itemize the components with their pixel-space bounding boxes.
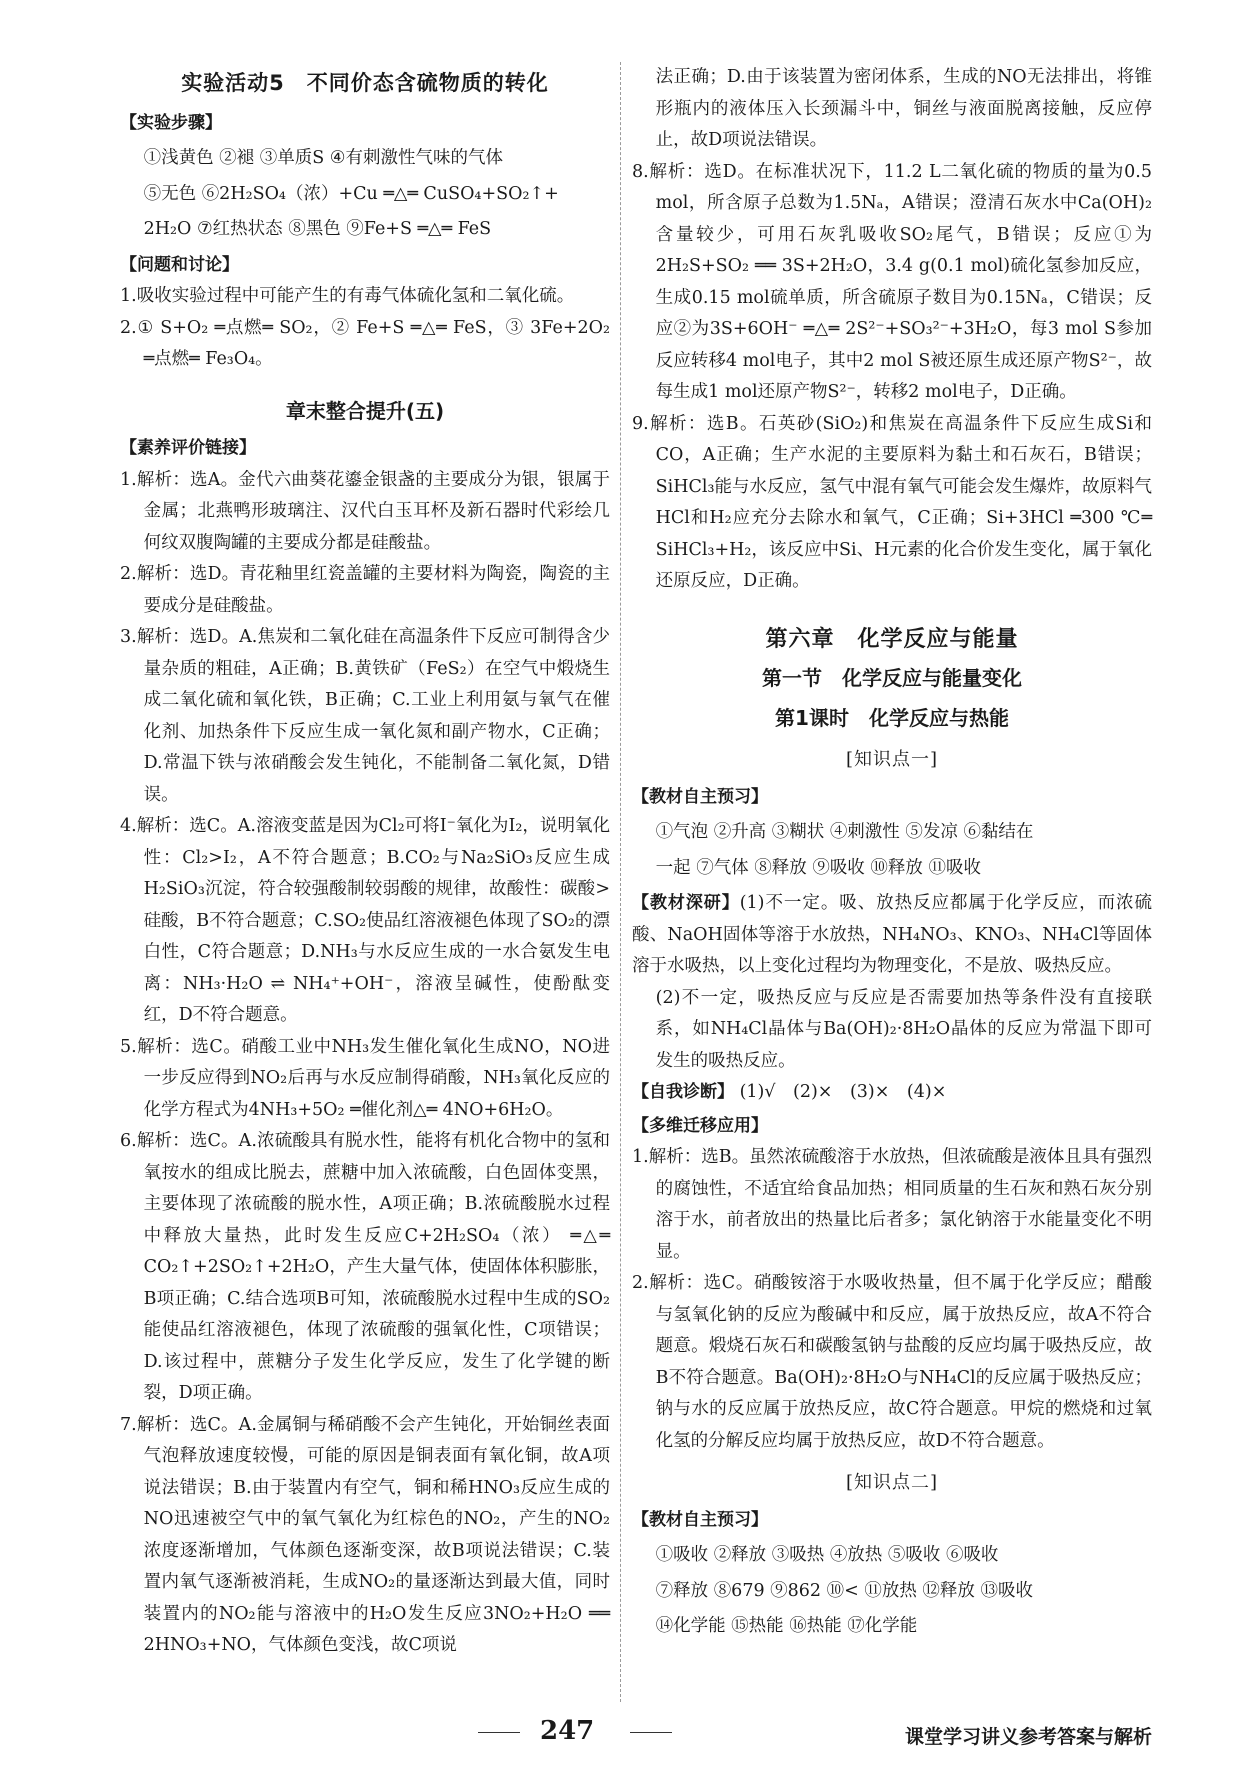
right-column: [632, 62, 1152, 1647]
section-title: 第一节 化学反应与能量变化: [762, 666, 1022, 690]
discussion-1: 1.吸收实验过程中可能产生的有毒气体硫化氢和二氧化硫。: [120, 286, 575, 306]
page-footer: [0, 1716, 1250, 1752]
answer-3: 3.解析：选D。A.焦炭和二氧化硅在高温条件下反应可制得含少量杂质的粗硅，A正确；B.黄铁矿（FeS₂）在空气中煅烧生成二氧化硫和氧化铁，B正确；C.工业上利用氨与氧气在催化剂、加热条件下反应生成一氧化氮和副产物水，C正确；D.常温下铁与浓硝酸会发生钝化，不能制备二氧化氮，D错误。: [120, 627, 610, 805]
self-diagnosis: 【自我诊断】 (1)√ (2)× (3)× (4)×: [632, 1082, 947, 1102]
exp-line-1: ①浅黄色 ②褪 ③单质S ④有刺激性气味的气体: [143, 148, 503, 168]
preview-line-2: 一起 ⑦气体 ⑧释放 ⑨吸收 ⑩释放 ⑪吸收: [655, 857, 981, 878]
page-number: 247: [540, 1716, 595, 1746]
activity-title: 实验活动5 不同价态含硫物质的转化: [181, 71, 549, 95]
preview-tag-2: 【教材自主预习】: [632, 1509, 768, 1530]
exp-line-2: ⑤无色 ⑥2H₂SO₄（浓）+Cu ═△═ CuSO₄+SO₂↑+: [143, 183, 559, 204]
preview-line-1: ①气泡 ②升高 ③糊状 ④刺激性 ⑤发凉 ⑥黏结在: [655, 822, 1034, 842]
exp-line-3: 2H₂O ⑦红热状态 ⑧黑色 ⑨Fe+S ═△═ FeS: [143, 219, 492, 239]
chapter-title: 第六章 化学反应与能量: [765, 626, 1019, 652]
column-divider: [620, 62, 621, 1702]
page-number-dash-left: [478, 1732, 520, 1733]
page-number-dash-right: [630, 1732, 672, 1733]
apply-tag: 【多维迁移应用】: [632, 1115, 768, 1136]
answer-7-continued: 法正确；D.由于该装置为密闭体系，生成的NO无法排出，将锥形瓶内的液体压入长颈漏斗中，铜丝与液面脱离接触，反应停止，故D项说法错误。: [655, 67, 1152, 150]
left-column: [120, 62, 610, 1662]
discussion-tag: 【问题和讨论】: [120, 254, 239, 275]
answer-7: 7.解析：选C。A.金属铜与稀硝酸不会产生钝化，开始铜丝表面气泡释放速度较慢，可能的原因是铜表面有氧化铜，故A项说法错误；B.由于装置内有空气，铜和稀HNO₃反应生成的NO迅速被空气中的氧气氧化为红棕色的NO₂，产生的NO₂浓度逐渐增加，气体颜色逐渐变深，故B项说法错误；C.装置内氧气逐渐被消耗，生成NO₂的量逐渐达到最大值，同时装置内的NO₂能与溶液中的H₂O发生反应3NO₂+H₂O ══ 2HNO₃+NO，气体颜色变浅，故C项说: [120, 1414, 610, 1655]
eval-tag: 【素养评价链接】: [120, 438, 256, 458]
discussion-2: 2.① S+O₂ ═点燃═ SO₂，② Fe+S ═△═ FeS，③ 3Fe+2O₂ ═点燃═ Fe₃O₄。: [120, 317, 610, 369]
chapter-review-title: 章末整合提升(五): [285, 398, 445, 423]
book-title: 课堂学习讲义参考答案与解析: [904, 1726, 1152, 1748]
preview2-line-3: ⑭化学能 ⑮热能 ⑯热能 ⑰化学能: [655, 1616, 918, 1636]
preview2-line-2: ⑦释放 ⑧679 ⑨862 ⑩< ⑪放热 ⑫释放 ⑬吸收: [655, 1580, 1033, 1601]
answer-9: 9.解析：选B。石英砂(SiO₂)和焦炭在高温条件下反应生成Si和CO，A正确；生产水泥的主要原料为黏土和石灰石，B错误；SiHCl₃能与水反应，氢气中混有氧气可能会发生爆炸，故原料气HCl和H₂应充分去除水和氧气，C正确；Si+3HCl ═300 ℃═ SiHCl₃+H₂，该反应中Si、H元素的化合价发生变化，属于氧化还原反应，D正确。: [632, 413, 1152, 591]
answer-2: 2.解析：选D。青花釉里红瓷盖罐的主要材料为陶瓷，陶瓷的主要成分是硅酸盐。: [120, 564, 610, 616]
self-diagnosis-tag: 【自我诊断】: [632, 1082, 734, 1102]
answer-6: 6.解析：选C。A.浓硫酸具有脱水性，能将有机化合物中的氢和氧按水的组成比脱去，蔗糖中加入浓硫酸，白色固体变黑，主要体现了浓硫酸的脱水性，A项正确；B.浓硫酸脱水过程中释放大量热，此时发生反应C+2H₂SO₄（浓） ═△═ CO₂↑+2SO₂↑+2H₂O，产生大量气体，使固体体积膨胀，B项正确；C.结合选项B可知，浓硫酸脱水过程中生成的SO₂能使品红溶液褪色，体现了浓硫酸的强氧化性，C项错误；D.该过程中，蔗糖分子发生化学反应，发生了化学键的断裂，D项正确。: [120, 1131, 610, 1403]
exp-steps-tag: 【实验步骤】: [120, 112, 222, 133]
apply-answer-1: 1.解析：选B。虽然浓硫酸溶于水放热，但浓硫酸是液体且具有强烈的腐蚀性，不适宜给食品加热；相同质量的生石灰和熟石灰分别溶于水，前者放出的热量比后者多；氯化钠溶于水能量变化不明显。: [632, 1147, 1152, 1262]
preview2-line-1: ①吸收 ②释放 ③吸热 ④放热 ⑤吸收 ⑥吸收: [655, 1545, 999, 1565]
answer-5: 5.解析：选C。硝酸工业中NH₃发生催化氧化生成NO，NO进一步反应得到NO₂后再与水反应制得硝酸，NH₃氧化反应的化学方程式为4NH₃+5O₂ ═催化剂△═ 4NO+6H₂O。: [120, 1036, 610, 1120]
lesson-title: 第1课时 化学反应与热能: [775, 705, 1009, 730]
deep-study-tag: 【教材深研】: [632, 893, 740, 913]
answer-1: 1.解析：选A。金代六曲葵花鎏金银盏的主要成分为银，银属于金属；北燕鸭形玻璃注、汉代白玉耳杯及新石器时代彩绘几何纹双腹陶罐的主要成分都是硅酸盐。: [120, 469, 610, 553]
answer-4: 4.解析：选C。A.溶液变蓝是因为Cl₂可将I⁻氧化为I₂，说明氧化性：Cl₂>I₂，A不符合题意；B.CO₂与Na₂SiO₃反应生成H₂SiO₃沉淀，符合较强酸制较弱酸的规律，故酸性：碳酸>硅酸，B不符合题意；C.SO₂使品红溶液褪色体现了SO₂的漂白性，C符合题意；D.NH₃与水反应生成的一水合氨发生电离：NH₃·H₂O ⇌ NH₄⁺+OH⁻，溶液呈碱性，使酚酞变红，D不符合题意。: [120, 816, 610, 1025]
deep-study-2: (2)不一定，吸热反应与反应是否需要加热等条件没有直接联系，如NH₄Cl晶体与Ba(OH)₂·8H₂O晶体的反应为常温下即可发生的吸热反应。: [655, 987, 1152, 1071]
knowledge-point-1: [知识点一]: [845, 749, 939, 770]
preview-tag: 【教材自主预习】: [632, 786, 768, 807]
knowledge-point-2: [知识点二]: [845, 1472, 939, 1493]
apply-answer-2: 2.解析：选C。硝酸铵溶于水吸收热量，但不属于化学反应；醋酸与氢氧化钠的反应为酸碱中和反应，属于放热反应，故A不符合题意。煅烧石灰石和碳酸氢钠与盐酸的反应均属于吸热反应，故B不符合题意。Ba(OH)₂·8H₂O与NH₄Cl的反应属于吸热反应；钠与水的反应属于放热反应，故C符合题意。甲烷的燃烧和过氧化氢的分解反应均属于放热反应，故D不符合题意。: [632, 1273, 1152, 1451]
deep-study-1: 【教材深研】(1)不一定。吸、放热反应都属于化学反应，而浓硫酸、NaOH固体等溶于水放热，NH₄NO₃、KNO₃、NH₄Cl等固体溶于水吸热，以上变化过程均为物理变化，不是放、吸热反应。: [632, 893, 1152, 976]
answer-8: 8.解析：选D。在标准状况下，11.2 L二氧化硫的物质的量为0.5 mol，所含原子总数为1.5Nₐ，A错误；澄清石灰水中Ca(OH)₂含量较少，可用石灰乳吸收SO₂尾气，B错误；反应①为2H₂S+SO₂ ══ 3S+2H₂O，3.4 g(0.1 mol)硫化氢参加反应，生成0.15 mol硫单质，所含硫原子数目为0.15Nₐ，C错误；反应②为3S+6OH⁻ ═△═ 2S²⁻+SO₃²⁻+3H₂O，每3 mol S参加反应转移4 mol电子，其中2 mol S被还原生成还原产物S²⁻，故每生成1 mol还原产物S²⁻，转移2 mol电子，D正确。: [632, 161, 1152, 402]
